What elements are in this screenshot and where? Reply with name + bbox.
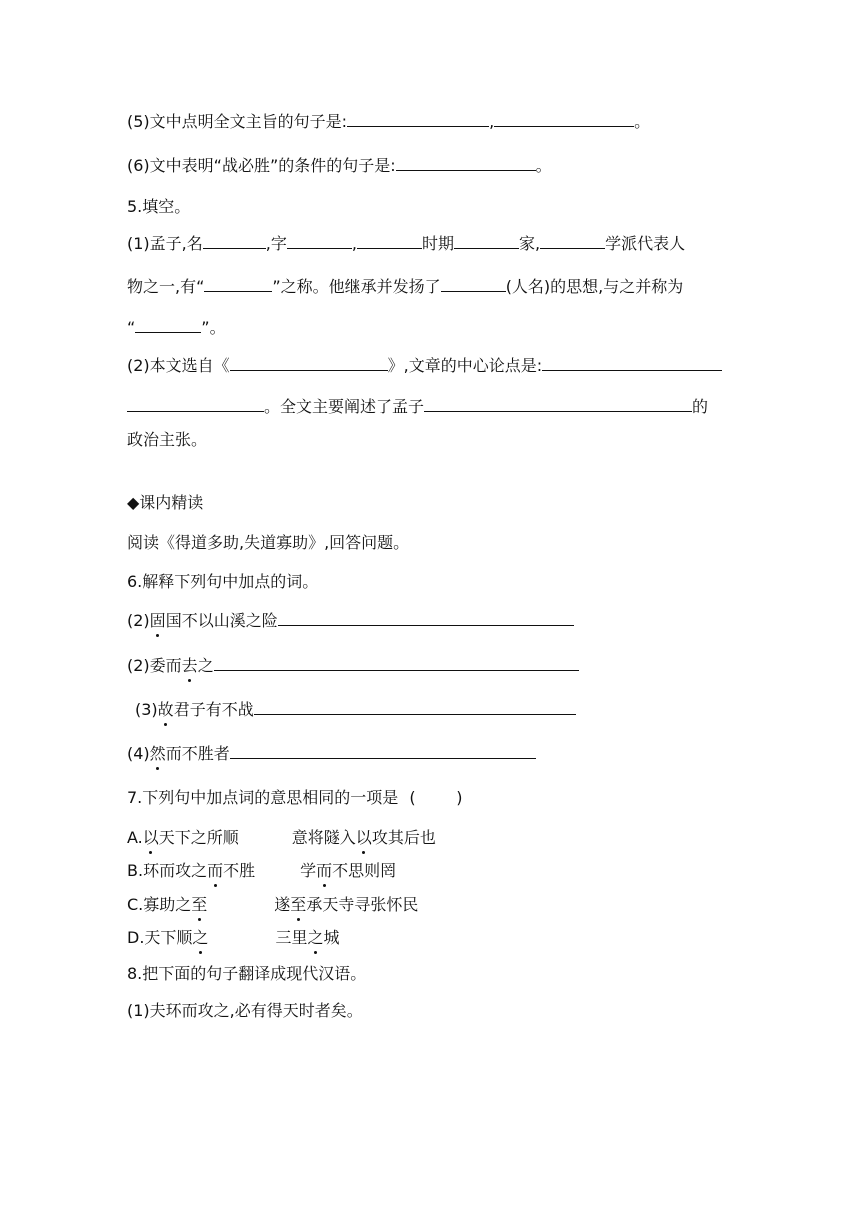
text: 家, (518, 234, 541, 253)
q7-option-b[interactable] (127, 860, 396, 882)
text: (1)孟子,名 (127, 234, 203, 253)
answer-blank[interactable] (230, 743, 536, 759)
answer-blank[interactable] (127, 396, 264, 412)
text: 不胜 (223, 861, 256, 880)
q6-item-1 (127, 610, 574, 632)
q6-item-3 (135, 699, 576, 721)
text: ”之称。他继承并发扬了 (272, 277, 441, 296)
dotted-word: 以 (355, 828, 372, 847)
answer-blank[interactable] (454, 233, 519, 249)
text: 不思则罔 (332, 861, 397, 880)
answer-blank[interactable] (203, 233, 266, 249)
text: 攻其后也 (371, 828, 436, 847)
text: 之 (197, 656, 214, 675)
answer-paren[interactable]: ( ) (409, 788, 463, 807)
dotted-word: 而 (207, 861, 224, 880)
answer-blank[interactable] (214, 655, 579, 671)
period: 。 (535, 156, 552, 175)
section-intro: 阅读《得道多助,失道寡助》,回答问题。 (127, 533, 410, 552)
text: “ (127, 318, 136, 337)
text: 三里 (275, 928, 308, 947)
q5-2-line2 (127, 396, 708, 418)
q5-1-line3 (127, 317, 226, 339)
answer-blank[interactable] (441, 276, 506, 292)
answer-blank[interactable] (357, 233, 422, 249)
answer-blank[interactable] (396, 155, 536, 171)
text: (人名)的思想,与之并称为 (505, 277, 684, 296)
text: 物之一,有“ (127, 277, 205, 296)
q7-option-c[interactable] (127, 894, 418, 916)
text: (3) (135, 700, 158, 719)
dotted-word: 以 (142, 828, 159, 847)
text: C.寡助之 (127, 895, 192, 914)
answer-blank[interactable] (230, 355, 388, 371)
separator: , (489, 112, 495, 131)
text: ”。 (201, 318, 226, 337)
text: 国不以山溪之险 (165, 611, 278, 630)
answer-blank[interactable] (278, 610, 574, 626)
text: 承天寺寻张怀民 (306, 895, 419, 914)
dotted-word: 至 (191, 895, 208, 914)
text: 天下之所顺 (158, 828, 239, 847)
text: (4) (127, 744, 150, 763)
text: 》,文章的中心论点是: (387, 356, 543, 375)
q6-item-4 (127, 743, 536, 765)
q5-1-line2 (127, 276, 683, 298)
text: , (351, 234, 357, 253)
answer-blank[interactable] (254, 699, 576, 715)
text: B.环而攻之 (127, 861, 208, 880)
section-title: ◆课内精读 (127, 493, 204, 512)
dotted-word: 去 (181, 656, 198, 675)
dotted-word: 而 (316, 861, 333, 880)
text: (2) (127, 611, 150, 630)
q4-6-line (127, 155, 552, 177)
answer-blank[interactable] (287, 233, 352, 249)
text: 学 (300, 861, 317, 880)
q4-5-line (127, 111, 650, 133)
text: (2)委而 (127, 656, 182, 675)
q4-5-prefix: (5)文中点明全文主旨的句子是: (127, 112, 348, 131)
answer-blank[interactable] (347, 111, 489, 127)
answer-blank[interactable] (204, 276, 272, 292)
text: (2)本文选自《 (127, 356, 230, 375)
text: 的 (692, 397, 709, 416)
text: D.天下顺 (127, 928, 193, 947)
text: 意将隧入 (291, 828, 356, 847)
text: 城 (323, 928, 340, 947)
dotted-word: 故 (157, 700, 174, 719)
answer-blank[interactable] (540, 233, 605, 249)
text: 。全文主要阐述了孟子 (264, 397, 425, 416)
q5-1-line1 (127, 233, 685, 255)
text: 而不胜者 (165, 744, 230, 763)
q5-2-line3: 政治主张。 (127, 430, 208, 449)
q7-title: 7.下列句中加点词的意思相同的一项是 (127, 788, 399, 807)
q5-title: 5.填空。 (127, 197, 191, 216)
q7-option-a[interactable] (127, 827, 436, 849)
answer-blank[interactable] (542, 355, 722, 371)
text: 君子有不战 (173, 700, 254, 719)
dotted-word: 之 (307, 928, 324, 947)
q8-sentence-1: (1)夫环而攻之,必有得天时者矣。 (127, 1001, 363, 1020)
text: 时期 (421, 234, 454, 253)
q6-title: 6.解释下列句中加点的词。 (127, 572, 319, 591)
text: ,字 (265, 234, 287, 253)
dotted-word: 固 (149, 611, 166, 630)
dotted-word: 之 (192, 928, 209, 947)
text: 学派代表人 (605, 234, 686, 253)
dotted-word: 然 (149, 744, 166, 763)
dotted-word: 至 (290, 895, 307, 914)
text: 遂 (274, 895, 291, 914)
answer-blank[interactable] (424, 396, 692, 412)
q5-2-line1 (127, 355, 722, 377)
answer-blank[interactable] (494, 111, 634, 127)
answer-blank[interactable] (135, 317, 201, 333)
q7-option-d[interactable] (127, 927, 339, 949)
q8-title: 8.把下面的句子翻译成现代汉语。 (127, 964, 367, 983)
q6-item-2 (127, 655, 579, 677)
q4-6-prefix: (6)文中表明“战必胜”的条件的句子是: (127, 156, 396, 175)
q7-title-line (127, 787, 463, 809)
period: 。 (634, 112, 651, 131)
text: A. (127, 828, 143, 847)
